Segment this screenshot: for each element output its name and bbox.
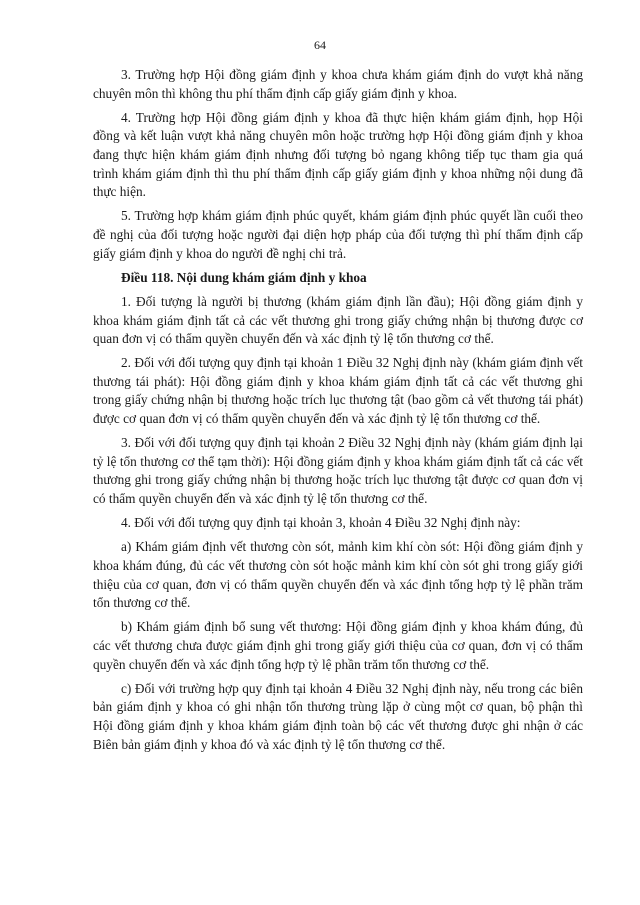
paragraph-article-118-clause-3: 3. Đối với đối tượng quy định tại khoản 2 Điều 32 Nghị định này (khám giám định lại tỷ lệ tổn thương cơ thể tạm thời): Hội đồng giám định y khoa khám giám định tất cả các vết thương ghi trong giấy chứng nhận bị thương hoặc trích lục thương tật được cơ quan đơn vị có thẩm quyền chuyển đến và xác định tỷ lệ tổn thương cơ thể. <box>93 435 583 507</box>
paragraph-clause-3-fee: 3. Trường hợp Hội đồng giám định y khoa chưa khám giám định do vượt khả năng chuyên môn thì không thu phí thẩm định cấp giấy giám định y khoa. <box>93 67 583 101</box>
page-number: 64 <box>314 38 326 52</box>
document-body <box>93 66 583 760</box>
article-118-heading: Điều 118. Nội dung khám giám định y khoa <box>121 269 367 285</box>
paragraph-article-118-clause-2: 2. Đối với đối tượng quy định tại khoản 1 Điều 32 Nghị định này (khám giám định vết thương tái phát): Hội đồng giám định y khoa khám giám định tất cả các vết thương ghi trong giấy chứng nhận bị thương hoặc trích lục thương tật (bao gồm cả vết thương tái phát) được cơ quan đơn vị có thẩm quyền chuyển đến và xác định tỷ lệ tổn thương cơ thể. <box>93 355 583 427</box>
paragraph-article-118-clause-4: 4. Đối với đối tượng quy định tại khoản 3, khoản 4 Điều 32 Nghị định này: <box>121 515 521 531</box>
paragraph-clause-4-point-a: a) Khám giám định vết thương còn sót, mảnh kim khí còn sót: Hội đồng giám định y khoa khám đúng, đủ các vết thương còn sót hoặc mảnh kim khí còn sót ghi trong giấy giới thiệu của cơ quan, đơn vị có thẩm quyền chuyển đến và xác định tổng hợp tỷ lệ phần trăm tổn thương cơ thể. <box>93 539 583 611</box>
paragraph-clause-4-point-b: b) Khám giám định bổ sung vết thương: Hội đồng giám định y khoa khám đúng, đủ các vết thương chưa được giám định ghi trong giấy giới thiệu của cơ quan, đơn vị có thẩm quyền chuyển đến và xác định tổng hợp tỷ lệ phần trăm tổn thương cơ thể. <box>93 619 583 672</box>
paragraph-clause-4-point-c: c) Đối với trường hợp quy định tại khoản 4 Điều 32 Nghị định này, nếu trong các biên bản giám định y khoa có ghi nhận tổn thương trùng lặp ở cùng một cơ quan, bộ phận thì Hội đồng giám định y khoa khám giám định toàn bộ các vết thương được ghi nhận ở các Biên bản giám định y khoa đó và xác định tỷ lệ tổn thương cơ thể. <box>93 680 583 752</box>
paragraph-article-118-clause-1: 1. Đối tượng là người bị thương (khám giám định lần đầu); Hội đồng giám định y khoa khám giám định tất cả các vết thương ghi trong giấy chứng nhận bị thương được cơ quan đơn vị có thẩm quyền chuyển đến và xác định tỷ lệ tổn thương cơ thể. <box>93 293 583 347</box>
paragraph-clause-4-fee: 4. Trường hợp Hội đồng giám định y khoa đã thực hiện khám giám định, họp Hội đồng và kết luận vượt khả năng chuyên môn hoặc trường hợp Hội đồng giám định y khoa đang thực hiện khám giám định nhưng đối tượng bỏ ngang không tiếp tục tham gia quá trình khám giám định thì thu phí thẩm định cấp giấy giám định y khoa những nội dung đã thực hiện. <box>93 109 583 200</box>
paragraph-clause-5-fee: 5. Trường hợp khám giám định phúc quyết, khám giám định phúc quyết lần cuối theo đề nghị của đối tượng hoặc người đại diện hợp pháp của đối tượng thì phí thẩm định cấp giấy giám định y khoa do người đề nghị chi trả. <box>93 208 583 261</box>
